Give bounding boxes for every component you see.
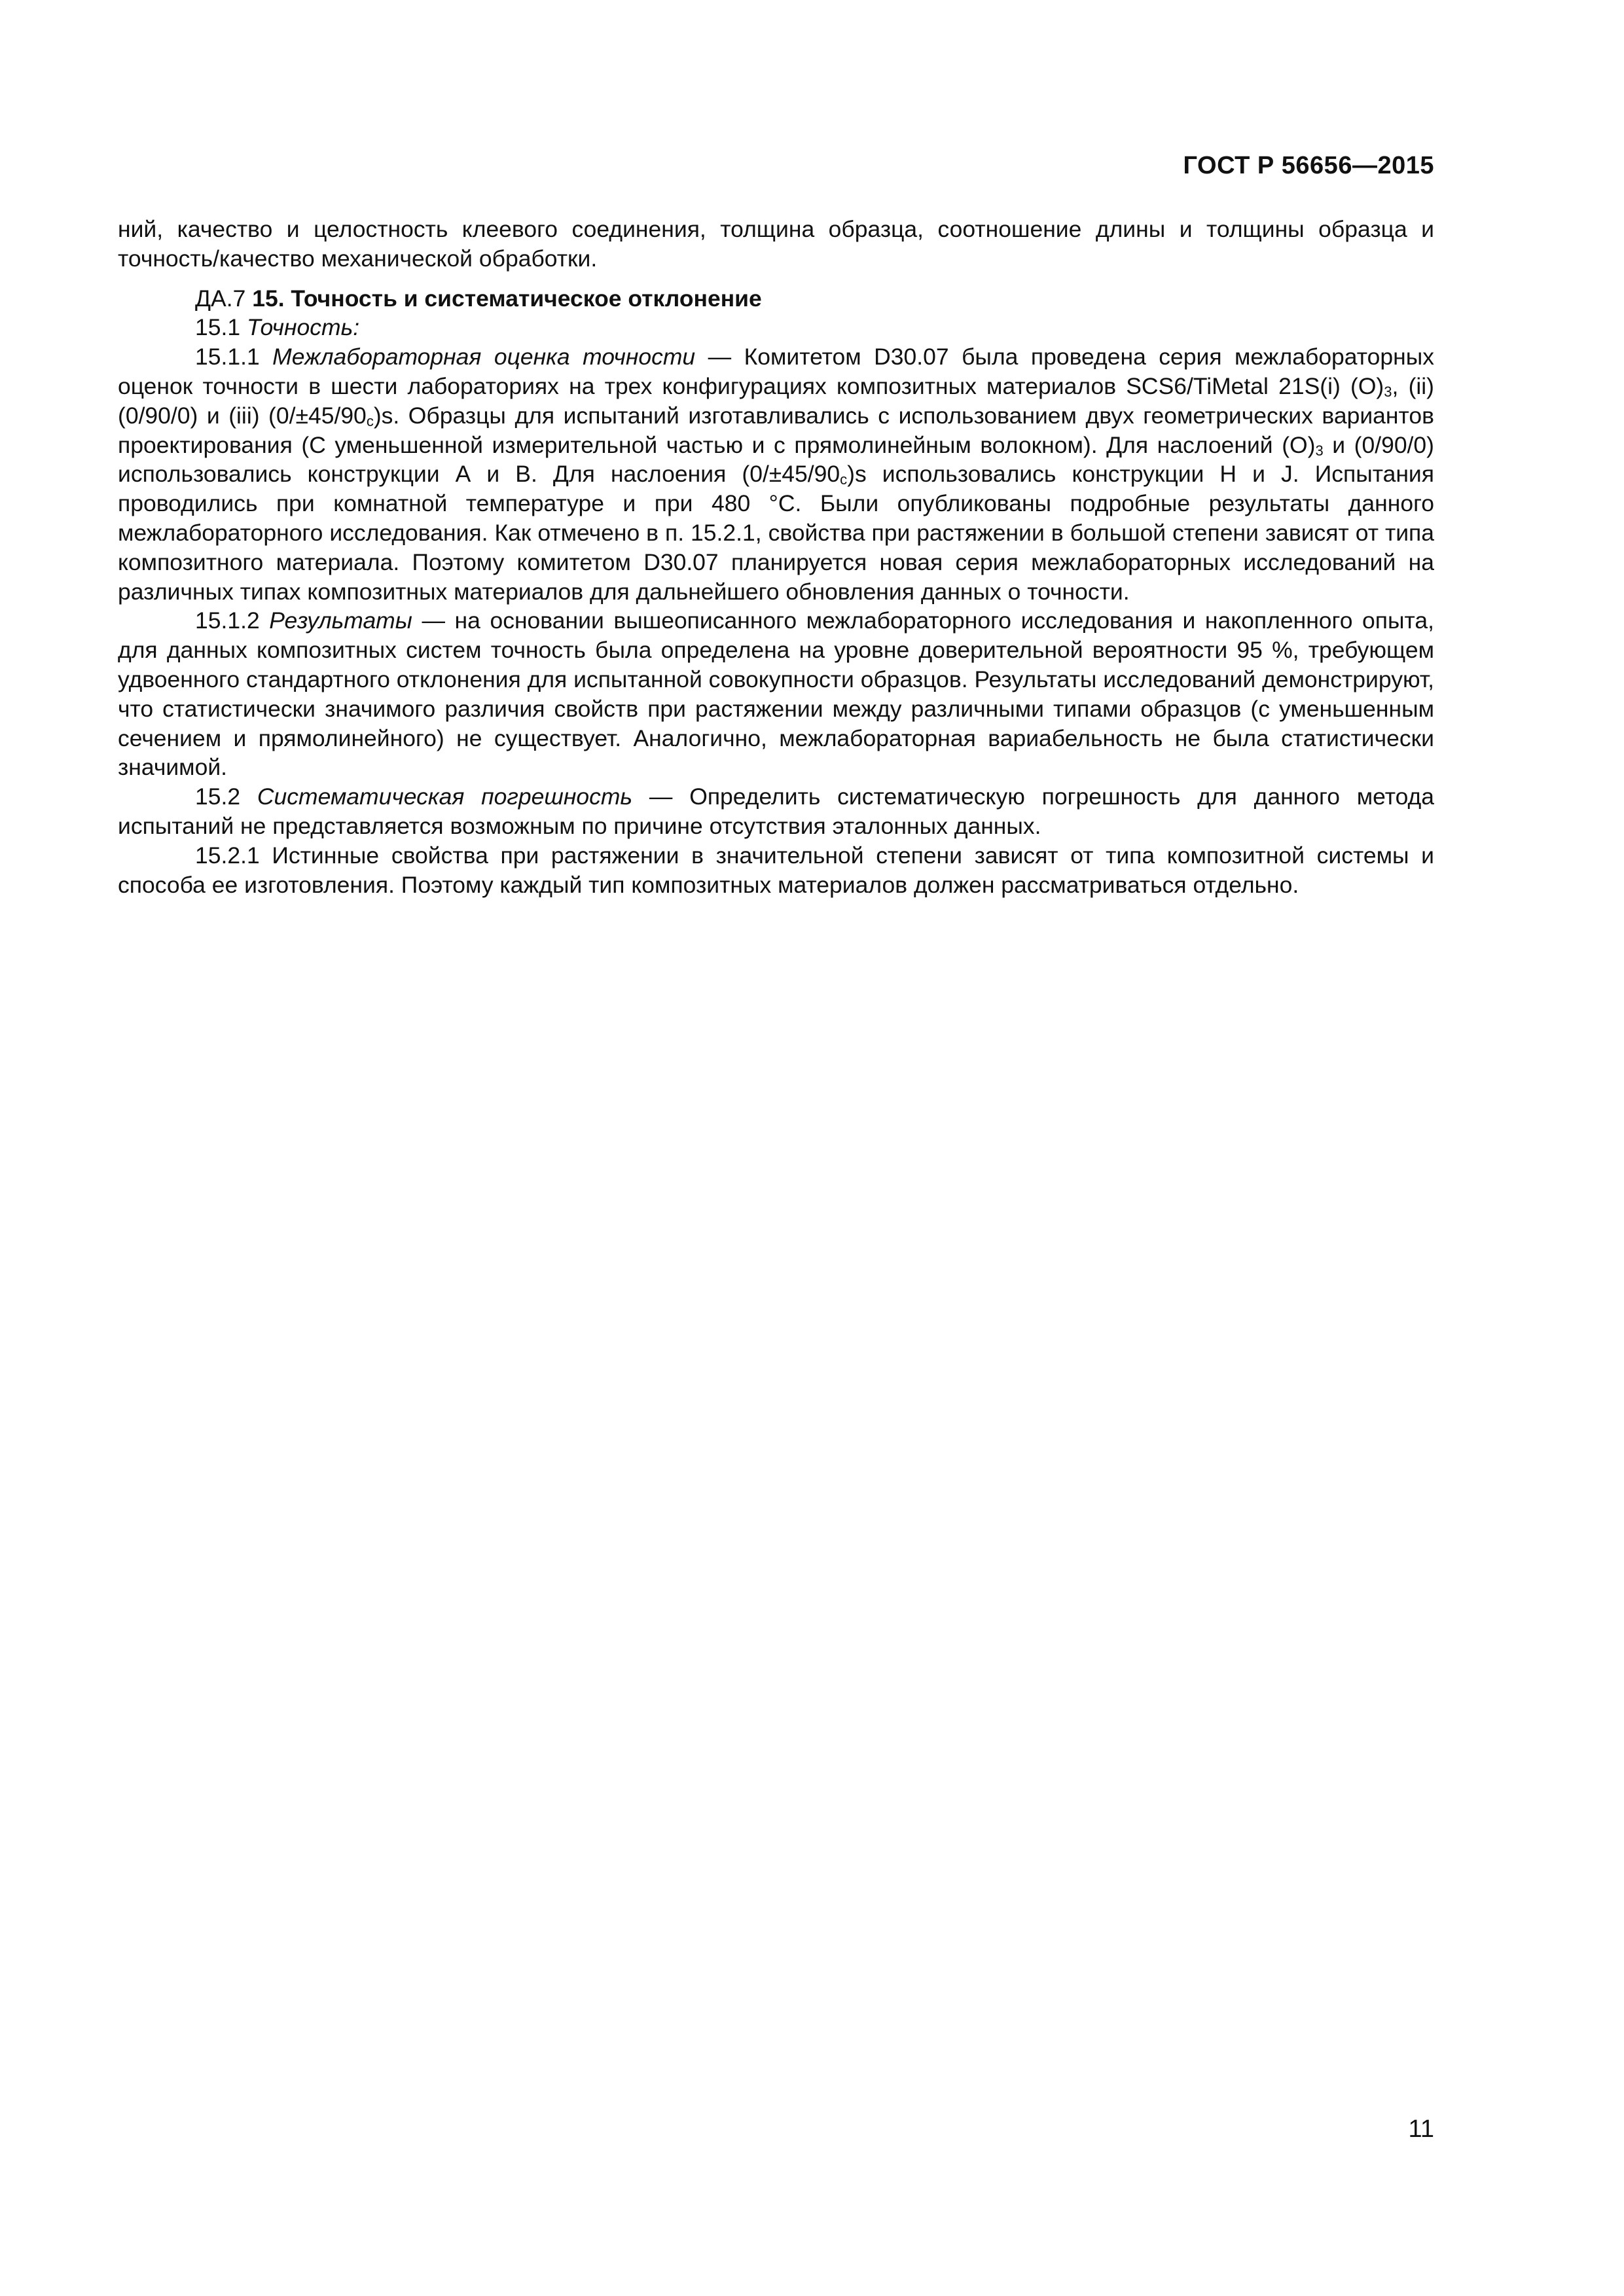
paragraph-bias (118, 782, 1434, 841)
subscript: 3 (1384, 383, 1392, 400)
paragraph-interlab-precision (118, 342, 1434, 606)
clause-number: 15.1.1 (195, 344, 273, 370)
clause-title: Межлабораторная оценка точности (272, 344, 696, 370)
subsection-heading (118, 313, 1434, 342)
paragraph-text: , (ii) (0/90/0) и (iii) (0/±45/90 (118, 372, 1434, 429)
paragraph-text: 15.2.1 Истинные свойства при растяжении в значительной степени зависят от типа композитной системы и способа ее изготовления. Поэтому каждый тип композитных материалов должен рассматриваться отдельно. (118, 842, 1434, 898)
clause-title: Результаты (269, 607, 412, 634)
paragraph-text: ний, качество и целостность клеевого соединения, толщина образца, соотношение длины и толщины образца и точность/качество механической обработки. (118, 216, 1434, 272)
paragraph-text: — Определить систематическую погрешность для данного метода испытаний не представляется возможным по причине отсутствия эталонных данных. (118, 783, 1434, 839)
paragraph-text: и (0/90/0) использовались конструкции А и В. Для наслоения (0/±45/90 (118, 431, 1434, 488)
subscript: 3 (1315, 442, 1324, 459)
subsection-number: 15.1 (195, 314, 247, 341)
document-body (118, 215, 1434, 899)
paragraph-text: — Комитетом D30.07 была проведена серия межлабораторных оценок точности в шести лабораториях на трех конфигурациях композитных материалов SCS6/TiMetal 21S(i) (O) (118, 344, 1434, 399)
section-heading (118, 284, 1434, 314)
subscript: c (840, 471, 848, 488)
clause-number: 15.2 (195, 783, 257, 810)
paragraph-true-properties (118, 841, 1434, 900)
page-number: 11 (1408, 2115, 1434, 2143)
document-header-standard-id: ГОСТ Р 56656—2015 (1183, 152, 1434, 179)
paragraph-text: — на основании вышеописанного межлабораторного исследования и накопленного опыта, для данных композитных систем точность была определена на уровне доверительной вероятности 95 %, требующем удвоенного стандартного отклонения для испытанной совокупности образцов. Результаты исследований демонстрируют, что статистически значимого различия свойств при растяжении между различными типами образцов (с уменьшенным сечением и прямолинейного) не существует. Аналогично, межлабораторная вариабельность не была статистически значимой. (118, 607, 1434, 781)
section-number: ДА.7 (195, 285, 253, 312)
paragraph-text: )s. Образцы для испытаний изготавливались с использованием двух геометрических вариантов проектирования (С уменьшенной измерительной частью и с прямолинейным волокном). Для наслоений (O) (118, 402, 1434, 458)
section-title: 15. Точность и систематическое отклонение (252, 285, 762, 312)
clause-number: 15.1.2 (195, 607, 270, 634)
paragraph-results (118, 606, 1434, 782)
clause-title: Систематическая погрешность (257, 783, 633, 810)
paragraph-text: )s использовались конструкции Н и J. Испытания проводились при комнатной температуре и при 480 °C. Были опубликованы подробные результаты данного межлабораторного исследования. Как отмечено в п. 15.2.1, свойства при растяжении в большой степени зависят от типа композитного материала. Поэтому комитетом D30.07 планируется новая серия межлабораторных исследований на различных типах композитных материалов для дальнейшего обновления данных о точности. (118, 461, 1434, 605)
subscript: c (366, 412, 374, 429)
paragraph-continuation (118, 215, 1434, 274)
subsection-title: Точность: (246, 314, 360, 341)
